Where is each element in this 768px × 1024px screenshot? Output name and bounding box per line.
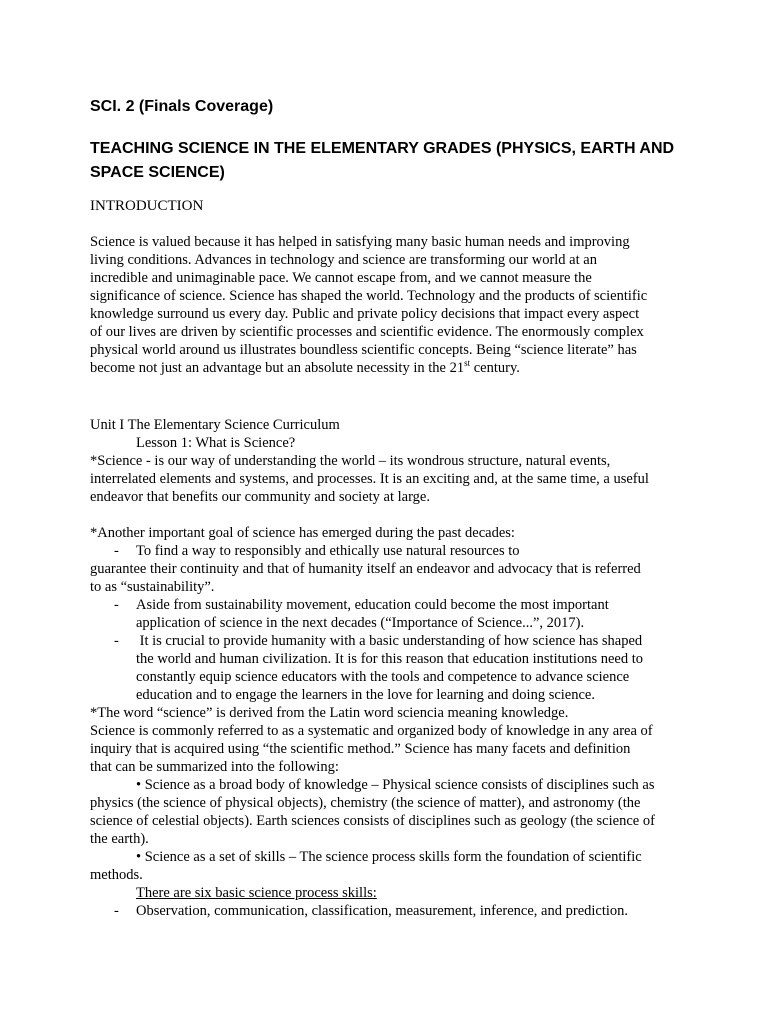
- list-item-text: education and to engage the learners in the love for learning and doing science.: [136, 687, 595, 703]
- list-item-text: the world and human civilization. It is for this reason that education institutions need to: [136, 651, 643, 667]
- list-item-text: Observation, communication, classification, measurement, inference, and prediction.: [136, 903, 629, 919]
- text-line: guarantee their continuity and that of humanity itself an endeavor and advocacy that is referred: [90, 561, 641, 577]
- text-line: Science is commonly referred to as a systematic and organized body of knowledge in any area of: [90, 723, 653, 739]
- text-line: interrelated elements and systems, and processes. It is an exciting and, at the same time, a useful: [90, 471, 649, 487]
- dash-marker: -: [114, 633, 119, 649]
- bullet-item: • Science as a broad body of knowledge – Physical science consists of disciplines such as: [136, 777, 655, 793]
- text-line-last: [90, 359, 680, 377]
- list-item-text: constantly equip science educators with the tools and competence to advance science: [136, 669, 630, 685]
- text-line: significance of science. Science has shaped the world. Technology and the products of scientific: [90, 288, 648, 304]
- text-line: science of celestial objects). Earth sciences consists of disciplines such as geology (the science of: [90, 813, 655, 829]
- text-line: to as “sustainability”.: [90, 579, 215, 595]
- lesson-heading: Lesson 1: What is Science?: [136, 435, 296, 451]
- list-item: [90, 632, 690, 704]
- text-line: incredible and unimaginable pace. We cannot escape from, and we cannot measure the: [90, 270, 592, 286]
- word-origin: *The word “science” is derived from the Latin word sciencia meaning knowledge.: [90, 705, 569, 721]
- text-line: that can be summarized into the following:: [90, 759, 339, 775]
- text-line: methods.: [90, 867, 143, 883]
- goal-heading: *Another important goal of science has emerged during the past decades:: [90, 525, 515, 541]
- superscript: st: [464, 358, 471, 369]
- document-body: [90, 416, 690, 920]
- dash-marker: -: [114, 543, 119, 559]
- text-line: physics (the science of physical objects), chemistry (the science of matter), and astronomy (the: [90, 795, 641, 811]
- text-line: *Science - is our way of understanding the world – its wondrous structure, natural events,: [90, 453, 611, 469]
- list-item-text: To find a way to responsibly and ethically use natural resources to: [136, 543, 520, 559]
- unit-heading: Unit I The Elementary Science Curriculum: [90, 417, 340, 433]
- dash-marker: -: [114, 597, 119, 613]
- text-line: knowledge surround us every day. Public and private policy decisions that impact every aspect: [90, 306, 640, 322]
- introduction-heading: INTRODUCTION: [90, 198, 204, 214]
- underlined-text: There are six basic science process skills:: [136, 885, 377, 901]
- list-item-text: It is crucial to provide humanity with a basic understanding of how science has shaped: [136, 633, 643, 649]
- text-line: Science is valued because it has helped in satisfying many basic human needs and improving: [90, 234, 630, 250]
- six-skills-heading: [90, 884, 690, 902]
- introduction-paragraph: [90, 233, 680, 377]
- list-item-text: Aside from sustainability movement, education could become the most important: [136, 597, 609, 613]
- text-fragment: century.: [470, 360, 520, 376]
- bullet-item: • Science as a set of skills – The science process skills form the foundation of scientific: [136, 849, 642, 865]
- text-line: of our lives are driven by scientific processes and scientific evidence. The enormously complex: [90, 324, 644, 340]
- document-subtitle: TEACHING SCIENCE IN THE ELEMENTARY GRADES (PHYSICS, EARTH AND SPACE SCIENCE): [90, 140, 675, 181]
- dash-marker: -: [114, 903, 119, 919]
- list-item-text: application of science in the next decades (“Importance of Science...”, 2017).: [136, 615, 585, 631]
- text-line: physical world around us illustrates boundless scientific concepts. Being “science literate” has: [90, 342, 637, 358]
- text-fragment: become not just an advantage but an absolute necessity in the 21: [90, 360, 465, 376]
- list-item: [90, 542, 690, 560]
- spacer: [90, 506, 690, 524]
- text-line: the earth).: [90, 831, 149, 847]
- text-line: living conditions. Advances in technology and science are transforming our world at an: [90, 252, 597, 268]
- document-title: SCI. 2 (Finals Coverage): [90, 98, 274, 115]
- list-item: [90, 902, 690, 920]
- text-line: endeavor that benefits our community and society at large.: [90, 489, 430, 505]
- text-line: inquiry that is acquired using “the scientific method.” Science has many facets and definition: [90, 741, 631, 757]
- list-item: [90, 596, 690, 632]
